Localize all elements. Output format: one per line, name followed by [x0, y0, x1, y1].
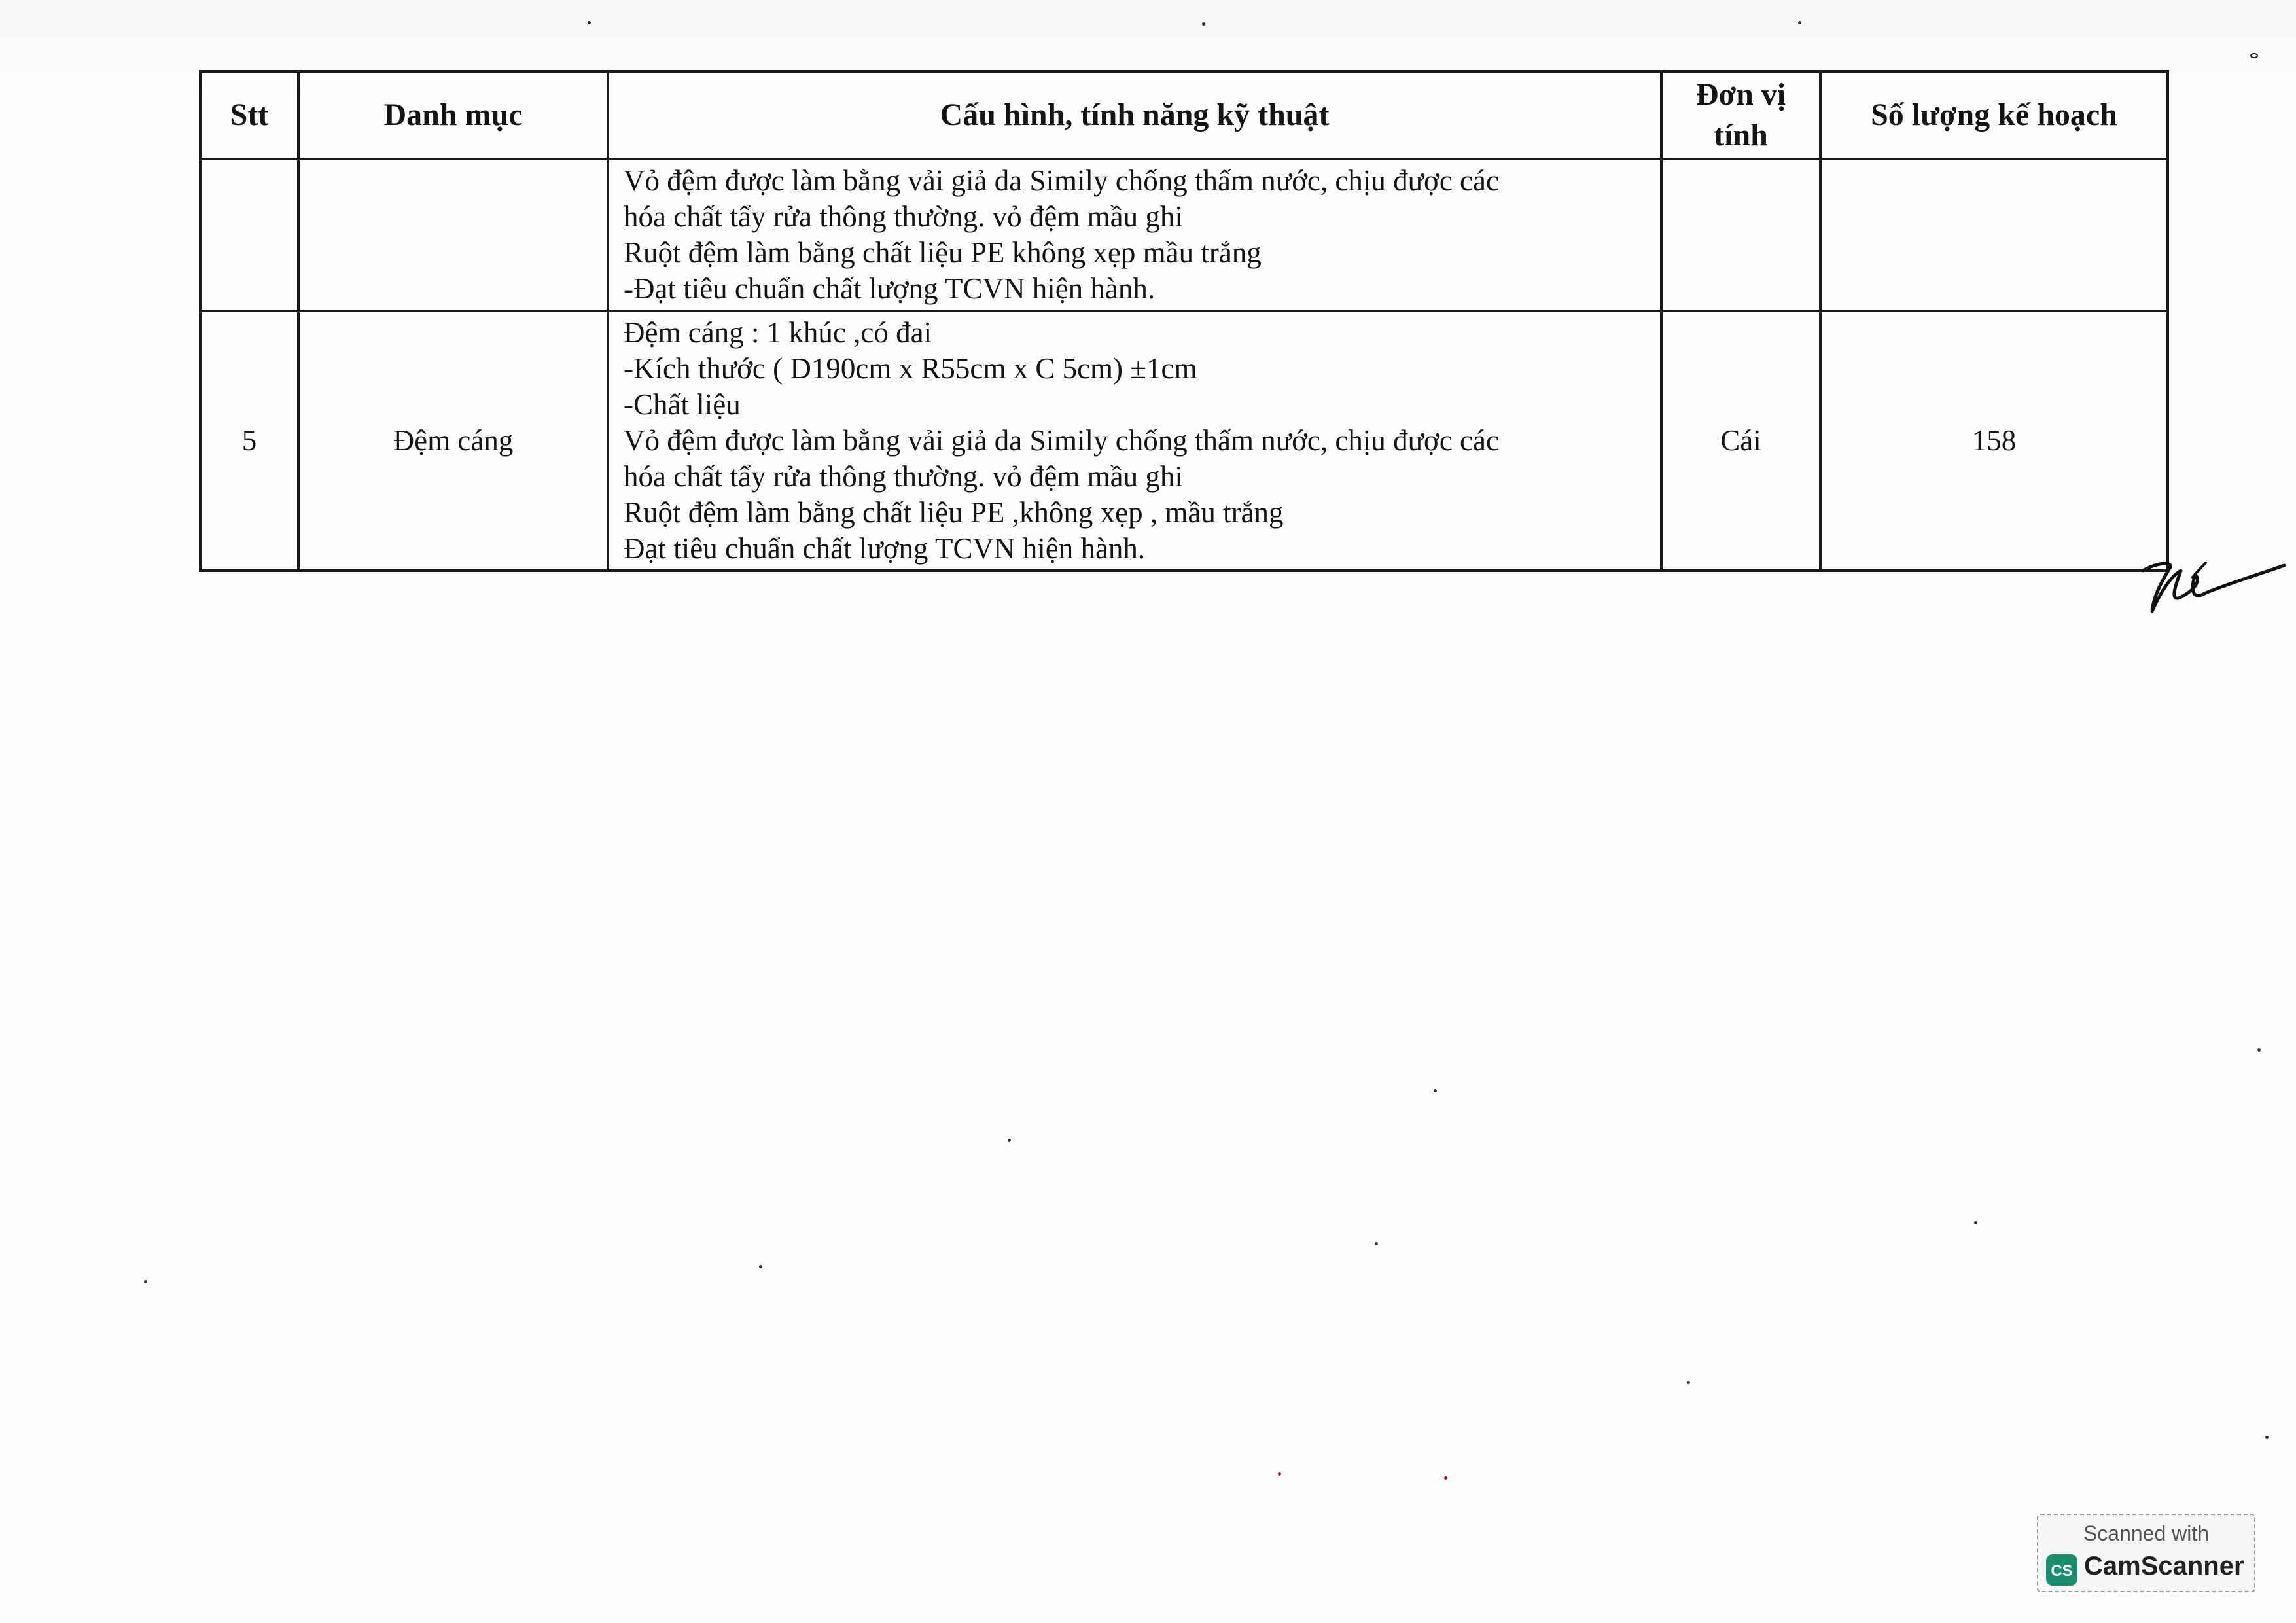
table-row-dem-cang	[200, 311, 2168, 571]
cell-danh-muc	[298, 159, 608, 311]
table-header-row	[200, 71, 2168, 159]
scan-speck	[1202, 22, 1205, 26]
scan-speck	[1444, 1476, 1447, 1480]
spec-line: -Kích thước ( D190cm x R55cm x C 5cm) ±1cm	[624, 352, 1197, 385]
camscanner-logo-icon	[2046, 1554, 2077, 1586]
cell-stt	[200, 159, 298, 311]
equipment-spec-table	[199, 70, 2169, 572]
scan-speck	[1434, 1089, 1437, 1092]
spec-line: Ruột đệm làm bằng chất liệu PE không xẹp mầu trắng	[624, 236, 1262, 269]
handwritten-signature-icon	[2130, 551, 2287, 616]
header-don-vi-tinh	[1661, 71, 1820, 159]
spec-line: -Chất liệu	[624, 388, 741, 421]
scan-speck	[2257, 1048, 2261, 1052]
header-cau-hinh: Cấu hình, tính năng kỹ thuật	[608, 71, 1661, 159]
spec-line: -Đạt tiêu chuẩn chất lượng TCVN hiện hành.	[624, 272, 1156, 305]
pen-mark-icon	[2250, 52, 2259, 59]
scan-speck	[759, 1265, 762, 1268]
scan-speck	[2265, 1436, 2269, 1439]
scan-speck	[1974, 1221, 1977, 1224]
cell-so-luong	[1820, 159, 2168, 311]
header-don-vi-line2: tính	[1714, 118, 1768, 152]
camscanner-logo-letters: CS	[2051, 1562, 2073, 1580]
cell-stt: 5	[200, 311, 298, 571]
spec-line: Vỏ đệm được làm bằng vải giả da Simily chống thấm nước, chịu được các	[624, 424, 1499, 457]
spec-line: Đạt tiêu chuẩn chất lượng TCVN hiện hành.	[624, 532, 1146, 565]
header-so-luong: Số lượng kế hoạch	[1820, 71, 2168, 159]
watermark-scanned-with: Scanned with	[2083, 1522, 2210, 1545]
cell-spec	[608, 311, 1661, 571]
cell-don-vi: Cái	[1661, 311, 1820, 571]
watermark-brand: CamScanner	[2084, 1552, 2244, 1580]
scan-speck	[1375, 1242, 1378, 1245]
scan-speck	[1008, 1139, 1011, 1142]
scan-speck	[144, 1280, 147, 1283]
scan-speck	[588, 21, 591, 24]
scan-speck	[1798, 21, 1801, 24]
spec-line: Vỏ đệm được làm bằng vải giả da Simily chống thấm nước, chịu được các	[624, 164, 1499, 197]
table-row-continued	[200, 159, 2168, 311]
cell-spec	[608, 159, 1661, 311]
spec-line: Đệm cáng : 1 khúc ,có đai	[624, 316, 932, 349]
camscanner-watermark	[2037, 1514, 2255, 1592]
cell-danh-muc: Đệm cáng	[298, 311, 608, 571]
header-don-vi-line1: Đơn vị	[1695, 77, 1786, 112]
spec-line: Ruột đệm làm bằng chất liệu PE ,không xẹp , mầu trắng	[624, 496, 1284, 529]
scan-speck	[1278, 1472, 1281, 1476]
header-stt: Stt	[200, 71, 298, 159]
header-danh-muc: Danh mục	[298, 71, 608, 159]
cell-so-luong: 158	[1820, 311, 2168, 571]
spec-line: hóa chất tẩy rửa thông thường. vỏ đệm mầu ghi	[624, 460, 1183, 493]
spec-line: hóa chất tẩy rửa thông thường. vỏ đệm mầu ghi	[624, 200, 1183, 233]
cell-don-vi	[1661, 159, 1820, 311]
scan-speck	[1687, 1381, 1690, 1384]
